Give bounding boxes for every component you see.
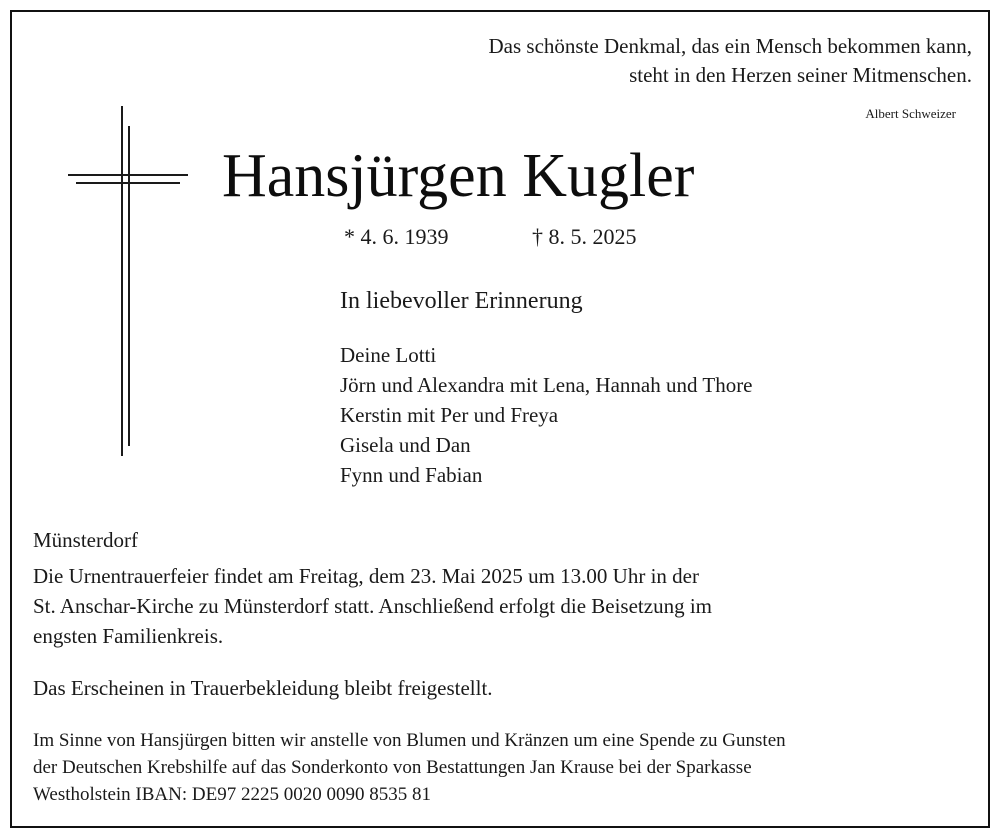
family-member: Kerstin mit Per und Freya — [340, 403, 559, 427]
birth-date: * 4. 6. 1939 — [344, 224, 449, 249]
quote-author: Albert Schweizer — [865, 106, 956, 121]
place: Münsterdorf — [33, 528, 138, 552]
death-date: † 8. 5. 2025 — [532, 224, 637, 249]
family-member: Jörn und Alexandra mit Lena, Hannah und Thore — [340, 373, 753, 397]
ceremony-line-2: St. Anschar-Kirche zu Münsterdorf statt. Anschließend erfolgt die Beisetzung im — [33, 594, 713, 618]
family-member: Gisela und Dan — [340, 433, 471, 457]
family-member: Deine Lotti — [340, 343, 437, 367]
family-member: Fynn und Fabian — [340, 463, 483, 487]
deceased-name: Hansjürgen Kugler — [222, 142, 695, 210]
attire-note: Das Erscheinen in Trauerbekleidung bleibt freigestellt. — [33, 676, 493, 700]
memory-line: In liebevoller Erinnerung — [340, 288, 583, 314]
ceremony-line-3: engsten Familienkreis. — [33, 624, 224, 648]
ceremony-line-1: Die Urnentrauerfeier findet am Freitag, dem 23. Mai 2025 um 13.00 Uhr in der — [33, 564, 699, 588]
cross-icon — [68, 106, 188, 456]
quote-line-2: steht in den Herzen seiner Mitmenschen. — [629, 63, 972, 87]
quote-line-1: Das schönste Denkmal, das ein Mensch bekommen kann, — [488, 34, 972, 58]
donation-line-1: Im Sinne von Hansjürgen bitten wir anstelle von Blumen und Kränzen um eine Spende zu Gunsten — [33, 730, 786, 751]
donation-line-3: Westholstein IBAN: DE97 2225 0020 0090 8535 81 — [33, 784, 431, 805]
donation-line-2: der Deutschen Krebshilfe auf das Sonderkonto von Bestattungen Jan Krause bei der Sparkasse — [33, 757, 752, 778]
